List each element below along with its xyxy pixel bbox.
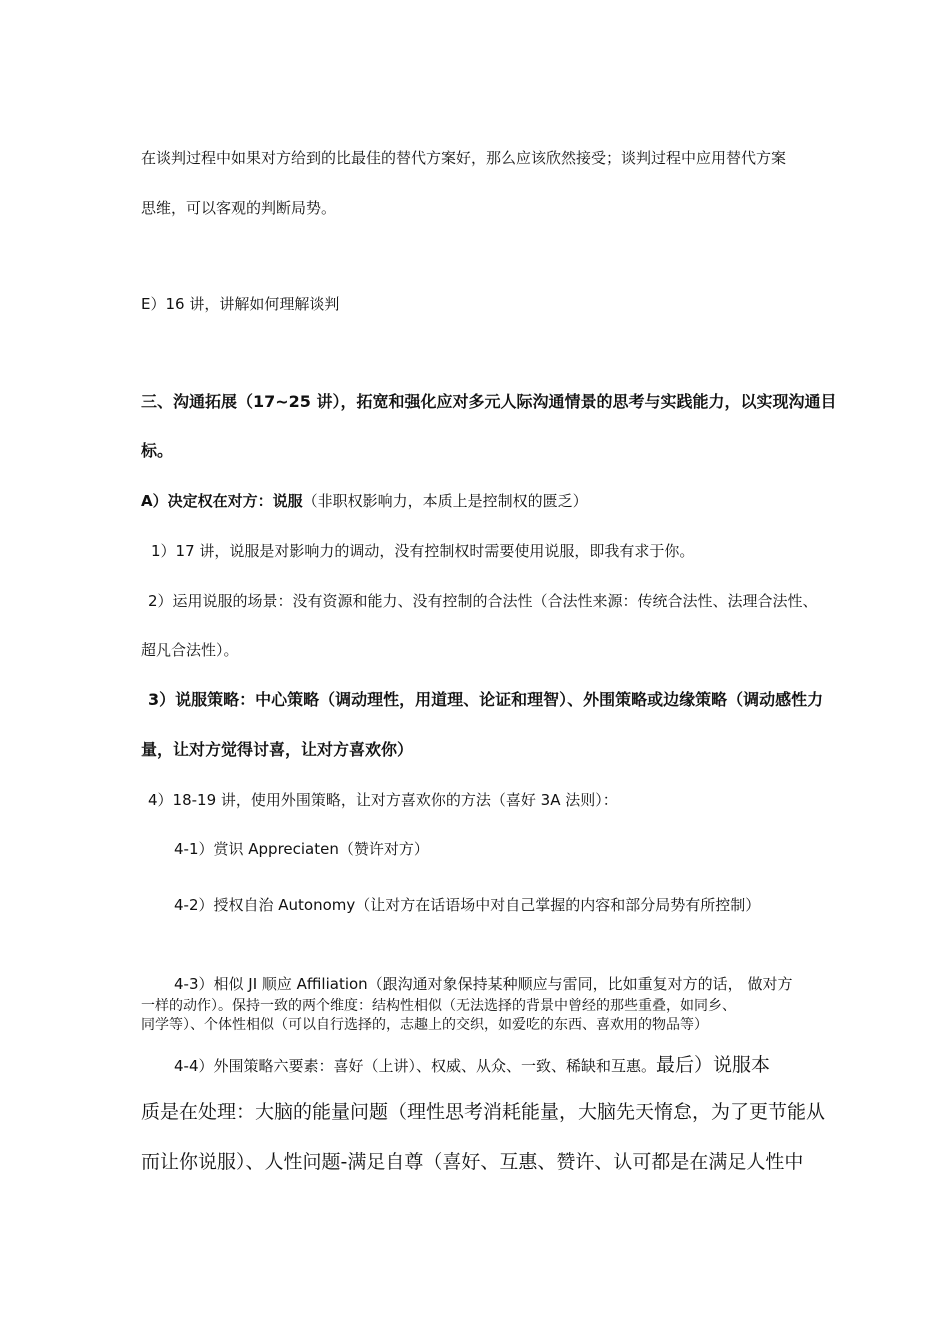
list-item-4-4 (174, 1053, 770, 1077)
item-e: E）16 讲，讲解如何理解谈判 (141, 295, 340, 313)
conclusion-line: 质是在处理：大脑的能量问题（理性思考消耗能量，大脑先天惰怠，为了更节能从 (141, 1101, 826, 1123)
list-item-2-cont: 超凡合法性）。 (141, 641, 239, 659)
list-item-4-4-text: 4-4）外围策略六要素：喜好（上讲）、权威、从众、一致、稀缺和互惠。 (174, 1057, 657, 1075)
list-item-4: 4）18-19 讲，使用外围策略，让对方喜欢你的方法（喜好 3A 法则）： (148, 791, 618, 809)
paragraph-line: 思维，可以客观的判断局势。 (141, 199, 337, 217)
list-item-2: 2）运用说服的场景：没有资源和能力、没有控制的合法性（合法性来源：传统合法性、法理合法性、 (148, 592, 818, 610)
list-item-4-3-cont: 同学等）、个体性相似（可以自行选择的，志趣上的交织，如爱吃的东西、喜欢用的物品等） (141, 1017, 708, 1033)
section-heading-cont: 标。 (141, 441, 174, 460)
subsection-a-title: A）决定权在对方：说服 (141, 492, 303, 510)
list-item-1: 1）17 讲，说服是对影响力的调动，没有控制权时需要使用说服，即我有求于你。 (151, 542, 695, 560)
list-item-4-2: 4-2）授权自治 Autonomy（让对方在话语场中对自己掌握的内容和部分局势有所控制） (174, 896, 761, 914)
list-item-4-1: 4-1）赏识 Appreciaten（赞许对方） (174, 840, 429, 858)
section-heading: 三、沟通拓展（17~25 讲），拓宽和强化应对多元人际沟通情景的思考与实践能力，以实现沟通目 (141, 392, 837, 411)
list-item-3: 3）说服策略：中心策略（调动理性，用道理、论证和理智）、外围策略或边缘策略（调动感性力 (148, 690, 824, 709)
subsection-a (141, 491, 588, 511)
subsection-a-note: （非职权影响力，本质上是控制权的匮乏） (302, 492, 588, 510)
conclusion-line: 而让你说服）、人性问题-满足自尊（喜好、互惠、赞许、认可都是在满足人性中 (141, 1151, 804, 1173)
list-item-4-3-cont: 一样的动作）。保持一致的两个维度：结构性相似（无法选择的背景中曾经的那些重叠，如同乡、 (141, 998, 736, 1014)
paragraph-line: 在谈判过程中如果对方给到的比最佳的替代方案好，那么应该欣然接受；谈判过程中应用替代方案 (141, 149, 787, 167)
list-item-4-3: 4-3）相似 JI 顺应 Affiliation（跟沟通对象保持某种顺应与雷同，比如重复对方的话， 做对方 (174, 975, 793, 993)
list-item-4-4-conclusion: 最后）说服本 (656, 1054, 771, 1076)
list-item-3-cont: 量，让对方觉得讨喜，让对方喜欢你） (141, 740, 414, 759)
